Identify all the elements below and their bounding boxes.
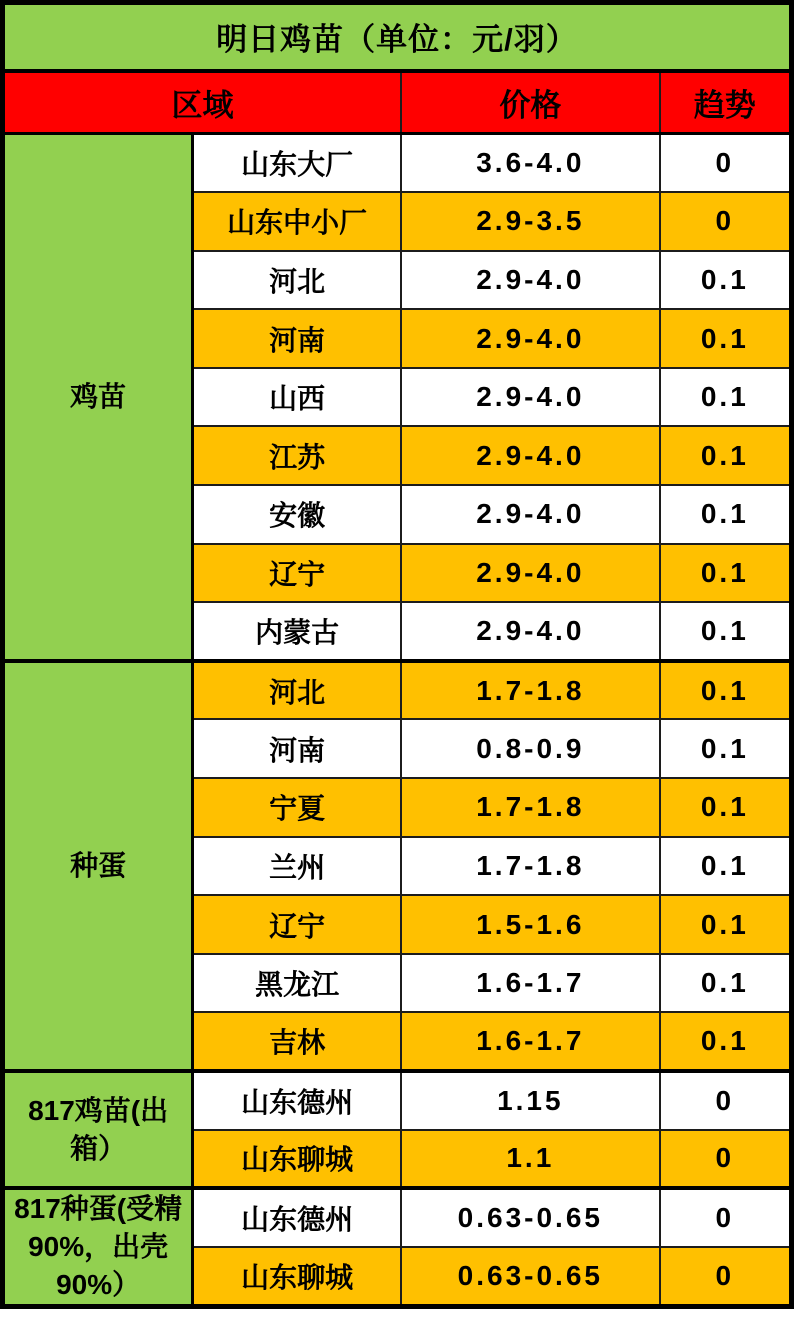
price-cell: 1.7-1.8: [401, 837, 660, 896]
trend-cell: 0: [660, 1071, 792, 1130]
table-row: [3, 1071, 792, 1130]
trend-cell: 0.1: [660, 544, 792, 603]
trend-cell: 0.1: [660, 661, 792, 720]
group-label-817-jimiao: 817鸡苗(出箱）: [3, 1071, 193, 1188]
price-cell: 2.9-3.5: [401, 192, 660, 251]
table-row: [3, 134, 792, 193]
column-header-trend: 趋势: [660, 71, 792, 134]
region-cell: 河北: [193, 661, 401, 720]
trend-cell: 0.1: [660, 251, 792, 310]
trend-cell: 0.1: [660, 778, 792, 837]
region-cell: 山东聊城: [193, 1130, 401, 1189]
trend-cell: 0.1: [660, 719, 792, 778]
trend-cell: 0: [660, 192, 792, 251]
region-cell: 吉林: [193, 1012, 401, 1071]
region-cell: 山西: [193, 368, 401, 427]
price-cell: 0.63-0.65: [401, 1247, 660, 1306]
price-cell: 2.9-4.0: [401, 251, 660, 310]
price-cell: 1.5-1.6: [401, 895, 660, 954]
trend-cell: 0.1: [660, 954, 792, 1013]
region-cell: 山东德州: [193, 1071, 401, 1130]
price-cell: 1.6-1.7: [401, 1012, 660, 1071]
price-cell: 1.6-1.7: [401, 954, 660, 1013]
price-cell: 2.9-4.0: [401, 485, 660, 544]
trend-cell: 0.1: [660, 602, 792, 661]
price-cell: 0.63-0.65: [401, 1188, 660, 1247]
table-row: [3, 1188, 792, 1247]
region-cell: 辽宁: [193, 544, 401, 603]
price-cell: 1.1: [401, 1130, 660, 1189]
region-cell: 宁夏: [193, 778, 401, 837]
region-cell: 江苏: [193, 426, 401, 485]
price-cell: 2.9-4.0: [401, 426, 660, 485]
region-cell: 河南: [193, 719, 401, 778]
price-cell: 2.9-4.0: [401, 309, 660, 368]
price-cell: 2.9-4.0: [401, 544, 660, 603]
region-cell: 河南: [193, 309, 401, 368]
trend-cell: 0.1: [660, 426, 792, 485]
column-header-price: 价格: [401, 71, 660, 134]
region-cell: 河北: [193, 251, 401, 310]
region-cell: 山东大厂: [193, 134, 401, 193]
region-cell: 黑龙江: [193, 954, 401, 1013]
trend-cell: 0: [660, 1247, 792, 1306]
region-cell: 安徽: [193, 485, 401, 544]
column-header-region: 区域: [3, 71, 402, 134]
trend-cell: 0.1: [660, 485, 792, 544]
trend-cell: 0: [660, 1188, 792, 1247]
region-cell: 兰州: [193, 837, 401, 896]
price-cell: 3.6-4.0: [401, 134, 660, 193]
trend-cell: 0.1: [660, 309, 792, 368]
group-label-jimiao: 鸡苗: [3, 134, 193, 661]
price-cell: 1.15: [401, 1071, 660, 1130]
page-title: 明日鸡苗（单位：元/羽）: [3, 3, 792, 71]
price-cell: 2.9-4.0: [401, 602, 660, 661]
price-cell: 1.7-1.8: [401, 661, 660, 720]
trend-cell: 0.1: [660, 895, 792, 954]
table-title-row: [3, 3, 792, 71]
region-cell: 山东中小厂: [193, 192, 401, 251]
group-label-817-zhongdan: 817种蛋(受精90%，出壳90%）: [3, 1188, 193, 1306]
region-cell: 辽宁: [193, 895, 401, 954]
price-cell: 0.8-0.9: [401, 719, 660, 778]
trend-cell: 0.1: [660, 837, 792, 896]
price-cell: 1.7-1.8: [401, 778, 660, 837]
price-cell: 2.9-4.0: [401, 368, 660, 427]
trend-cell: 0.1: [660, 368, 792, 427]
trend-cell: 0: [660, 1130, 792, 1189]
table-row: [3, 661, 792, 720]
region-cell: 山东德州: [193, 1188, 401, 1247]
region-cell: 内蒙古: [193, 602, 401, 661]
region-cell: 山东聊城: [193, 1247, 401, 1306]
trend-cell: 0: [660, 134, 792, 193]
group-label-zhongdan: 种蛋: [3, 661, 193, 1071]
trend-cell: 0.1: [660, 1012, 792, 1071]
table-header-row: [3, 71, 792, 134]
